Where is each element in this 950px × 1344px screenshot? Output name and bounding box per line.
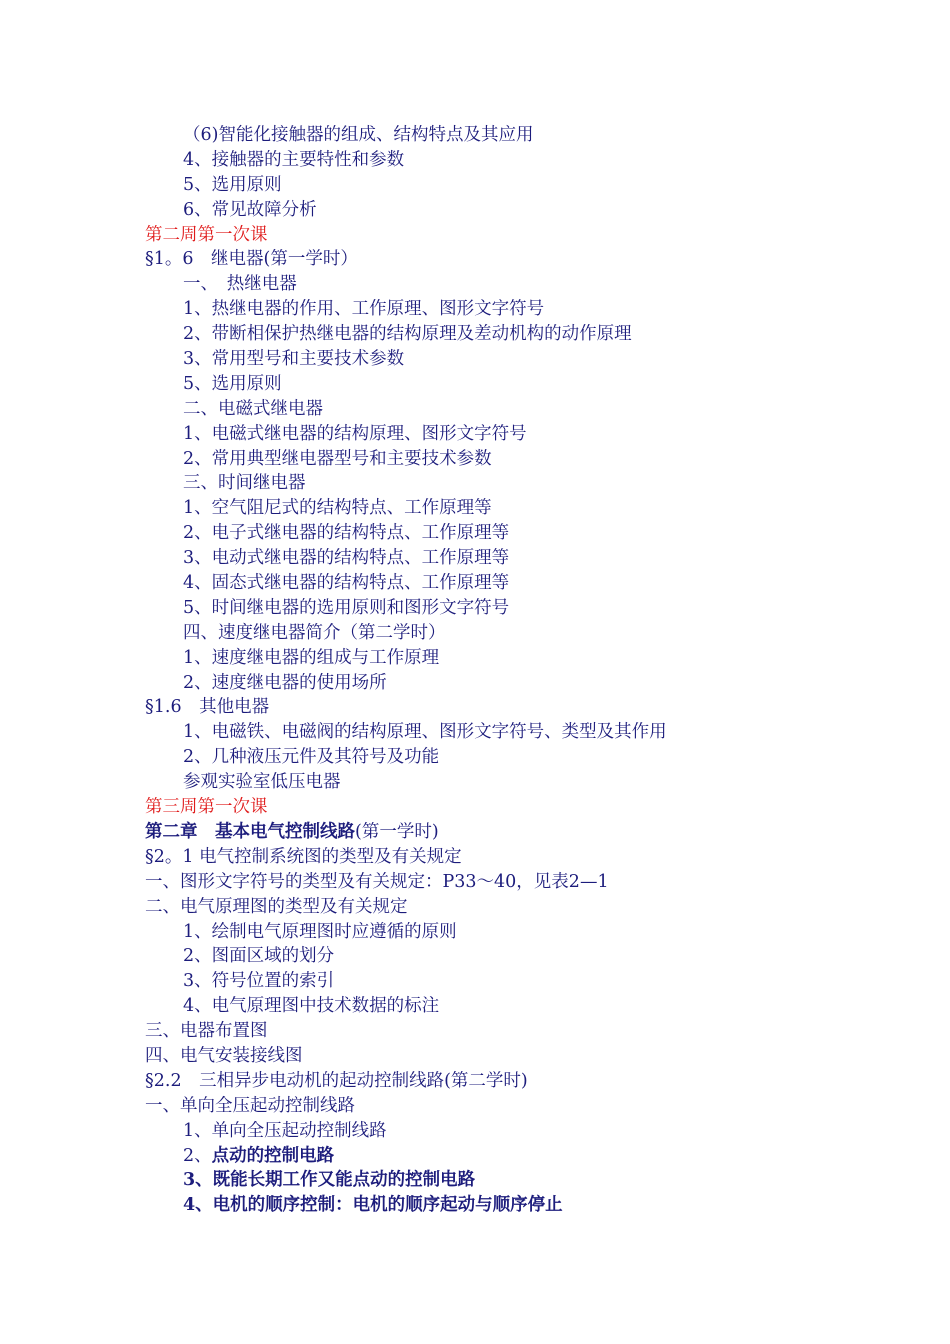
- subsection-heading: 三、时间继电器: [183, 473, 306, 494]
- text-line: 1、速度继电器的组成与工作原理: [183, 647, 440, 668]
- text-line: 2、常用典型继电器型号和主要技术参数: [183, 448, 492, 469]
- text-line: 2、速度继电器的使用场所: [183, 672, 387, 693]
- text-line: 5、选用原则: [183, 373, 282, 394]
- text-line: 2、电子式继电器的结构特点、工作原理等: [183, 523, 510, 544]
- chapter-heading: [145, 820, 845, 845]
- text-line: 3、常用型号和主要技术参数: [183, 349, 405, 370]
- subsection-heading: 一、 热继电器: [183, 274, 297, 295]
- lesson-heading: 第三周第一次课: [145, 797, 268, 818]
- text-line: 1、绘制电气原理图时应遵循的原则: [183, 921, 457, 942]
- text-line: 4、电机的顺序控制：电机的顺序起动与顺序停止: [183, 1195, 563, 1216]
- text-line: 1、空气阻尼式的结构特点、工作原理等: [183, 498, 492, 519]
- text-line: 三、电器布置图: [145, 1021, 268, 1042]
- text-line: 4、固态式继电器的结构特点、工作原理等: [183, 573, 510, 594]
- text-line: 1、单向全压起动控制线路: [183, 1120, 387, 1141]
- text-line: 1、热继电器的作用、工作原理、图形文字符号: [183, 299, 545, 320]
- text-line: 5、选用原则: [183, 174, 282, 195]
- section-heading: §2.2 三相异步电动机的起动控制线路(第二学时): [145, 1070, 528, 1091]
- text-line: 4、接触器的主要特性和参数: [183, 149, 405, 170]
- text-line: 3、既能长期工作又能点动的控制电路: [183, 1170, 476, 1191]
- chapter-period: (第一学时): [355, 821, 439, 842]
- section-heading: §1。6 继电器(第一学时）: [145, 249, 358, 270]
- text-line: 四、电气安装接线图: [145, 1045, 303, 1066]
- item-number: 2、: [183, 1145, 212, 1166]
- text-line: （6)智能化接触器的组成、结构特点及其应用: [183, 125, 534, 145]
- subsection-heading: 二、电磁式继电器: [183, 398, 323, 419]
- text-line: 2、带断相保护热继电器的结构原理及差动机构的动作原理: [183, 324, 632, 345]
- text-line: [145, 1144, 845, 1169]
- text-line: 二、电气原理图的类型及有关规定: [145, 896, 408, 917]
- text-line: 6、常见故障分析: [183, 199, 317, 220]
- text-line: 1、电磁铁、电磁阀的结构原理、图形文字符号、类型及其作用: [183, 722, 667, 743]
- text-line: 4、电气原理图中技术数据的标注: [183, 996, 440, 1017]
- text-line: 5、时间继电器的选用原则和图形文字符号: [183, 597, 510, 618]
- text-line: 2、图面区域的划分: [183, 946, 335, 967]
- text-line: 一、单向全压起动控制线路: [145, 1095, 355, 1116]
- lesson-heading: 第二周第一次课: [145, 224, 268, 245]
- item-text: 点动的控制电路: [211, 1145, 335, 1166]
- text-line: 参观实验室低压电器: [183, 772, 341, 793]
- text-line: 1、电磁式继电器的结构原理、图形文字符号: [183, 423, 527, 444]
- text-line: 3、电动式继电器的结构特点、工作原理等: [183, 548, 510, 569]
- text-line: 一、图形文字符号的类型及有关规定：P33～40，见表2—1: [145, 871, 609, 892]
- text-line: 2、几种液压元件及其符号及功能: [183, 747, 440, 768]
- subsection-heading: 四、速度继电器简介（第二学时）: [183, 622, 446, 643]
- chapter-title: 第二章 基本电气控制线路: [145, 821, 355, 842]
- section-heading: §2。1 电气控制系统图的类型及有关规定: [145, 846, 462, 867]
- section-heading: §1.6 其他电器: [145, 697, 270, 718]
- text-line: 3、符号位置的索引: [183, 971, 335, 992]
- document-body: [145, 123, 845, 1218]
